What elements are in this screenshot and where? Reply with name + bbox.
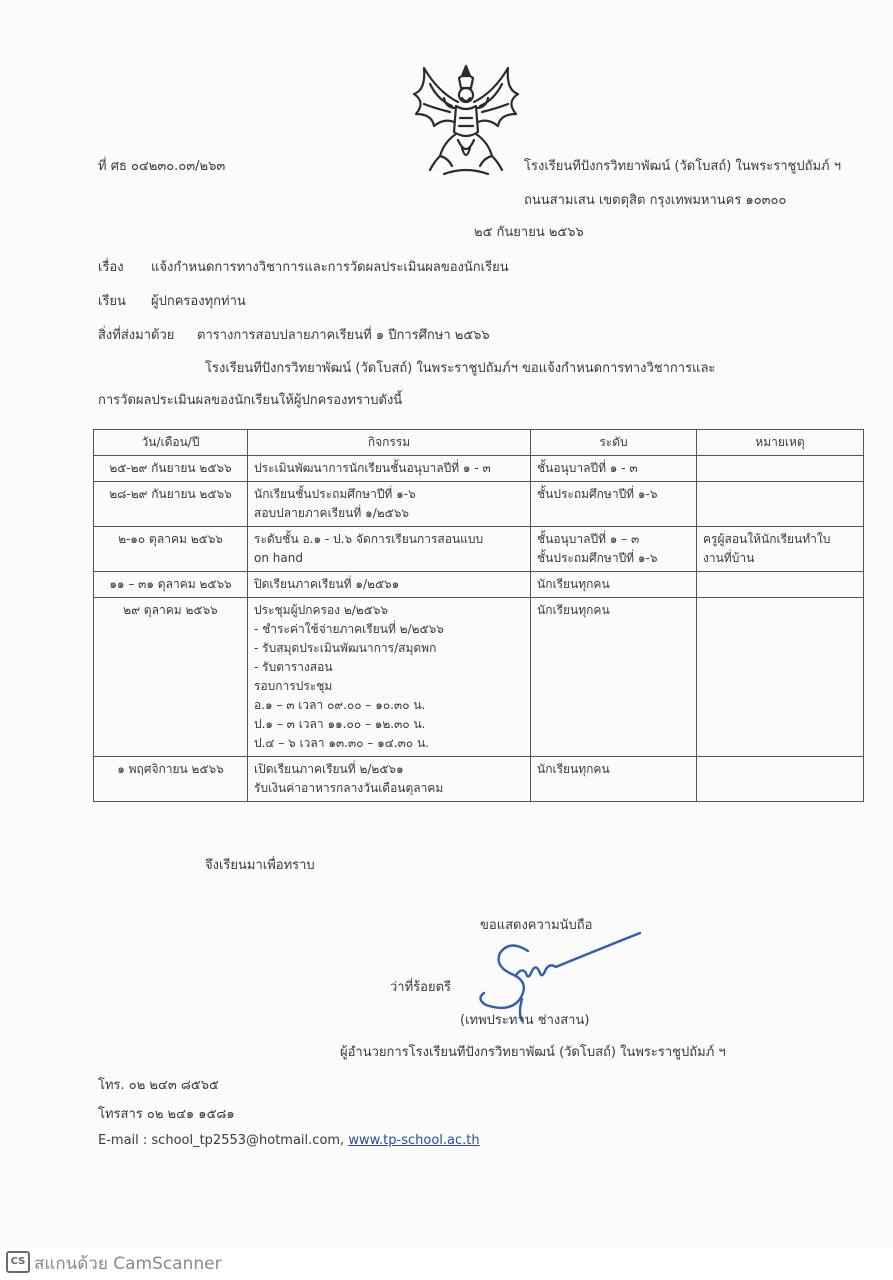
row-activity bbox=[248, 482, 531, 527]
row-date: ๑ พฤศจิกายน ๒๕๖๖ bbox=[94, 757, 248, 802]
activity-line: สอบปลายภาคเรียนที่ ๑/๒๕๖๖ bbox=[254, 506, 409, 520]
activity-line: on hand bbox=[254, 551, 303, 565]
activity-line: รับเงินค่าอาหารกลางวันเดือนตุลาคม bbox=[254, 781, 444, 795]
contact-email: E-mail : school_tp2553@hotmail.com, bbox=[98, 1133, 349, 1148]
table-row bbox=[94, 757, 864, 802]
header-note: หมายเหตุ bbox=[697, 430, 864, 456]
activity-line: ประชุมผู้ปกครอง ๒/๒๕๖๖ bbox=[254, 603, 389, 617]
header-date: วัน/เดือน/ปี bbox=[94, 430, 248, 456]
row-note bbox=[697, 482, 864, 527]
row-note bbox=[697, 527, 864, 572]
row-date: ๒-๑๐ ตุลาคม ๒๕๖๖ bbox=[94, 527, 248, 572]
body-line-2: การวัดผลประเมินผลของนักเรียนให้ผู้ปกครองทราบดังนี้ bbox=[98, 393, 403, 408]
recipient-text: ผู้ปกครองทุกท่าน bbox=[151, 294, 246, 309]
level-line: ชั้นอนุบาลปีที่ ๑ - ๓ bbox=[537, 461, 638, 475]
row-note bbox=[697, 456, 864, 482]
activity-line: - รับตารางสอน bbox=[254, 660, 333, 674]
header-activity: กิจกรรม bbox=[248, 430, 531, 456]
row-level bbox=[531, 757, 697, 802]
level-line: นักเรียนทุกคน bbox=[537, 577, 610, 591]
level-line: ชั้นอนุบาลปีที่ ๑ – ๓ bbox=[537, 532, 640, 546]
school-name: โรงเรียนทีปังกรวิทยาพัฒน์ (วัดโบสถ์) ในพระราชูปถัมภ์ ฯ bbox=[524, 159, 842, 174]
row-date: ๒๘-๒๙ กันยายน ๒๕๖๖ bbox=[94, 482, 248, 527]
signer-rank: ว่าที่ร้อยตรี bbox=[390, 980, 452, 995]
closing-inform: จึงเรียนมาเพื่อทราบ bbox=[205, 858, 315, 873]
note-line: ครูผู้สอนให้นักเรียนทำใบ bbox=[703, 532, 831, 546]
camscanner-text: สแกนด้วย CamScanner bbox=[34, 1254, 222, 1274]
recipient-label: เรียน bbox=[98, 294, 126, 309]
signer-name: (เทพประทาน ช่างสาน) bbox=[460, 1013, 590, 1028]
activity-line: ระดับชั้น อ.๑ - ป.๖ จัดการเรียนการสอนแบบ bbox=[254, 532, 484, 546]
row-note bbox=[697, 572, 864, 598]
header-level: ระดับ bbox=[531, 430, 697, 456]
activity-line: เปิดเรียนภาคเรียนที่ ๒/๒๕๖๑ bbox=[254, 762, 404, 776]
camscanner-logo: CS bbox=[6, 1251, 30, 1273]
row-level bbox=[531, 572, 697, 598]
row-date: ๑๑ – ๓๑ ตุลาคม ๒๕๖๖ bbox=[94, 572, 248, 598]
activity-line: ป.๑ – ๓ เวลา ๑๑.๐๐ – ๑๒.๓๐ น. bbox=[254, 717, 426, 731]
level-line: นักเรียนทุกคน bbox=[537, 603, 610, 617]
row-level bbox=[531, 482, 697, 527]
activity-line: - ชำระค่าใช้จ่ายภาคเรียนที่ ๒/๒๕๖๖ bbox=[254, 622, 444, 636]
letter-date: ๒๕ กันยายน ๒๕๖๖ bbox=[474, 225, 584, 240]
row-level bbox=[531, 456, 697, 482]
row-date: ๒๙ ตุลาคม ๒๕๖๖ bbox=[94, 598, 248, 757]
contact-line bbox=[98, 1133, 480, 1148]
table-row bbox=[94, 527, 864, 572]
row-activity bbox=[248, 757, 531, 802]
enclosure-text: ตารางการสอบปลายภาคเรียนที่ ๑ ปีการศึกษา ๒๕๖๖ bbox=[197, 328, 490, 343]
garuda-emblem-icon bbox=[404, 62, 528, 180]
body-line-1: โรงเรียนทีปังกรวิทยาพัฒน์ (วัดโบสถ์) ในพระราชูปถัมภ์ฯ ขอแจ้งกำหนดการทางวิชาการและ bbox=[205, 361, 716, 376]
table-row bbox=[94, 598, 864, 757]
row-activity bbox=[248, 572, 531, 598]
activity-line: - รับสมุดประเมินพัฒนาการ/สมุดพก bbox=[254, 641, 437, 655]
row-note bbox=[697, 598, 864, 757]
table-header-row bbox=[94, 430, 864, 456]
row-activity bbox=[248, 598, 531, 757]
contact-fax: โทรสาร ๐๒ ๒๔๑ ๑๕๘๑ bbox=[98, 1107, 235, 1122]
row-activity bbox=[248, 527, 531, 572]
activity-line: นักเรียนชั้นประถมศึกษาปีที่ ๑-๖ bbox=[254, 487, 416, 501]
row-level bbox=[531, 527, 697, 572]
note-line: งานที่บ้าน bbox=[703, 551, 755, 565]
subject-label: เรื่อง bbox=[98, 260, 124, 275]
level-line: ชั้นประถมศึกษาปีที่ ๑-๖ bbox=[537, 487, 658, 501]
schedule-table bbox=[93, 429, 864, 802]
level-line: ชั้นประถมศึกษาปีที่ ๑-๖ bbox=[537, 551, 658, 565]
row-date: ๒๕-๒๙ กันยายน ๒๕๖๖ bbox=[94, 456, 248, 482]
activity-line: ประเมินพัฒนาการนักเรียนชั้นอนุบาลปีที่ ๑ - ๓ bbox=[254, 461, 491, 475]
activity-line: ปิดเรียนภาคเรียนที่ ๑/๒๕๖๑ bbox=[254, 577, 400, 591]
row-level bbox=[531, 598, 697, 757]
reference-number: ที่ ศธ ๐๔๒๓๐.๐๓/๒๖๓ bbox=[98, 159, 226, 174]
activity-line: รอบการประชุม bbox=[254, 679, 333, 693]
activity-line: อ.๑ – ๓ เวลา ๐๙.๐๐ – ๑๐.๓๐ น. bbox=[254, 698, 426, 712]
row-note bbox=[697, 757, 864, 802]
table-row bbox=[94, 572, 864, 598]
row-activity bbox=[248, 456, 531, 482]
enclosure-label: สิ่งที่ส่งมาด้วย bbox=[98, 328, 175, 343]
contact-phone: โทร. ๐๒ ๒๔๓ ๘๕๖๕ bbox=[98, 1078, 219, 1093]
school-address: ถนนสามเสน เขตดุสิต กรุงเทพมหานคร ๑๐๓๐๐ bbox=[524, 193, 787, 208]
activity-line: ป.๔ – ๖ เวลา ๑๓.๓๐ – ๑๔.๓๐ น. bbox=[254, 736, 429, 750]
table-row bbox=[94, 456, 864, 482]
signer-title: ผู้อำนวยการโรงเรียนทีปังกรวิทยาพัฒน์ (วัดโบสถ์) ในพระราชูปถัมภ์ ฯ bbox=[340, 1045, 726, 1060]
closing-regards: ขอแสดงความนับถือ bbox=[480, 918, 593, 933]
level-line: นักเรียนทุกคน bbox=[537, 762, 610, 776]
website-link[interactable]: www.tp-school.ac.th bbox=[348, 1133, 480, 1148]
table-row bbox=[94, 482, 864, 527]
subject-text: แจ้งกำหนดการทางวิชาการและการวัดผลประเมินผลของนักเรียน bbox=[151, 260, 509, 275]
